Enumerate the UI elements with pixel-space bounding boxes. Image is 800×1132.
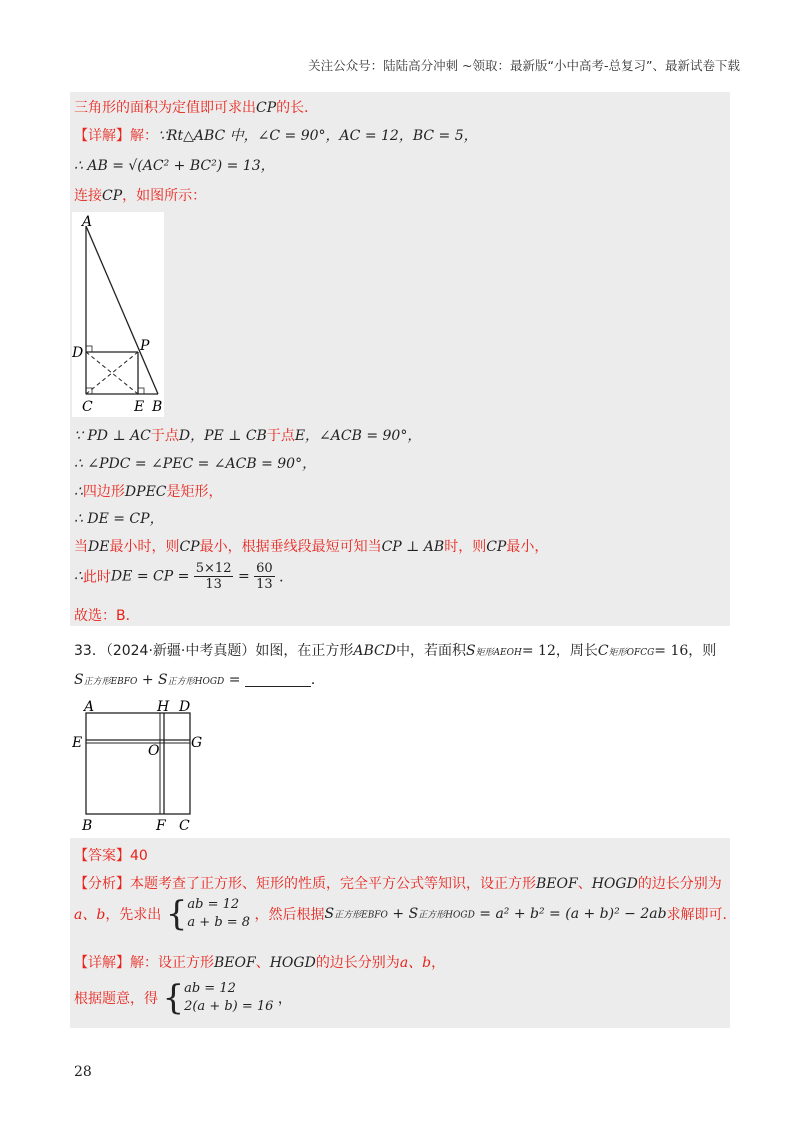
solution-line-9: 当DE最小时，则CP最小，根据垂线段最短可知当CP ⊥ AB时，则CP最小，	[74, 539, 549, 555]
analysis-line-1: 【分析】本题考查了正方形、矩形的性质，完全平方公式等知识，设正方形BEOF、HOGD的边长分别为	[74, 876, 722, 892]
solution-line-6: ∴ ∠PDC = ∠PEC = ∠ACB = 90°，	[74, 456, 317, 472]
fraction-2: $\frac{60}{13}$	[256, 561, 273, 592]
triangle-figure	[72, 212, 164, 417]
label-P: P	[140, 338, 150, 354]
system-brace-1: { ab = 12 a + b = 8	[165, 894, 251, 934]
answer-blank[interactable]	[245, 674, 311, 687]
solution-line-8: ∴ DE = CP，	[74, 511, 164, 527]
page-number: 28	[74, 1064, 92, 1080]
solution-line-5: ∵ PD ⊥ AC于点D，PE ⊥ CB于点E，∠ACB = 90°，	[74, 428, 422, 444]
label-E: E	[134, 399, 145, 415]
solution-line-3: ∴ AB = √(AC² + BC²) = 13，	[74, 158, 275, 174]
label-F: F	[156, 818, 166, 834]
label-C: C	[179, 818, 190, 834]
analysis-line-2: a、b，先求出 { ab = 12 a + b = 8 ，然后根据S正方形EBFO + S正方形HOGD = a² + b² = (a + b)² − 2ab求解即可．	[74, 894, 737, 934]
answer-line: 【答案】40	[74, 848, 148, 864]
label-B: B	[152, 399, 163, 415]
label-D: D	[72, 345, 84, 361]
fraction-1: $\frac{5\times 12}{13}$	[195, 561, 232, 592]
solution-line-10: ∴此时DE = CP = $\frac{5\times 12}{13}$ = $\frac{60}{13}$ ．	[74, 561, 294, 592]
label-H: H	[157, 699, 170, 715]
page-header: 关注公众号：陆陆高分冲刺 ~领取：最新版“小中高考-总复习”、最新试卷下载	[308, 58, 740, 73]
label-A: A	[84, 699, 95, 715]
label-E: E	[72, 735, 83, 751]
label-O: O	[148, 743, 160, 759]
detail-line-2: 根据题意，得 { ab = 12 2(a + b) = 16 ，	[74, 978, 292, 1018]
solution-line-4: 连接CP，如图所示：	[74, 188, 207, 204]
solution-line-1: 三角形的面积为定值即可求出CP的长．	[74, 100, 319, 116]
solution-line-7: ∴四边形DPEC是矩形，	[74, 484, 223, 500]
square-figure	[72, 698, 212, 836]
label-A: A	[82, 214, 93, 230]
detail-line-1: 【详解】解：设正方形BEOF、HOGD的边长分别为a、b，	[74, 955, 446, 971]
solution-choice: 故选：B．	[74, 608, 140, 624]
label-D: D	[179, 699, 191, 715]
label-C: C	[82, 399, 93, 415]
solution-line-2: 【详解】解：∵Rt△ABC 中，∠C = 90°，AC = 12，BC = 5，	[74, 128, 478, 144]
system-brace-2: { ab = 12 2(a + b) = 16	[162, 978, 274, 1018]
question-33-line-1: 33．（2024·新疆·中考真题）如图，在正方形ABCD中，若面积S矩形AEOH= 12，周长C矩形OFCG= 16，则	[74, 643, 717, 659]
label-B: B	[82, 818, 93, 834]
label-G: G	[191, 735, 203, 751]
question-33-line-2: S正方形EBFO + S正方形HOGD = ．	[74, 672, 325, 688]
